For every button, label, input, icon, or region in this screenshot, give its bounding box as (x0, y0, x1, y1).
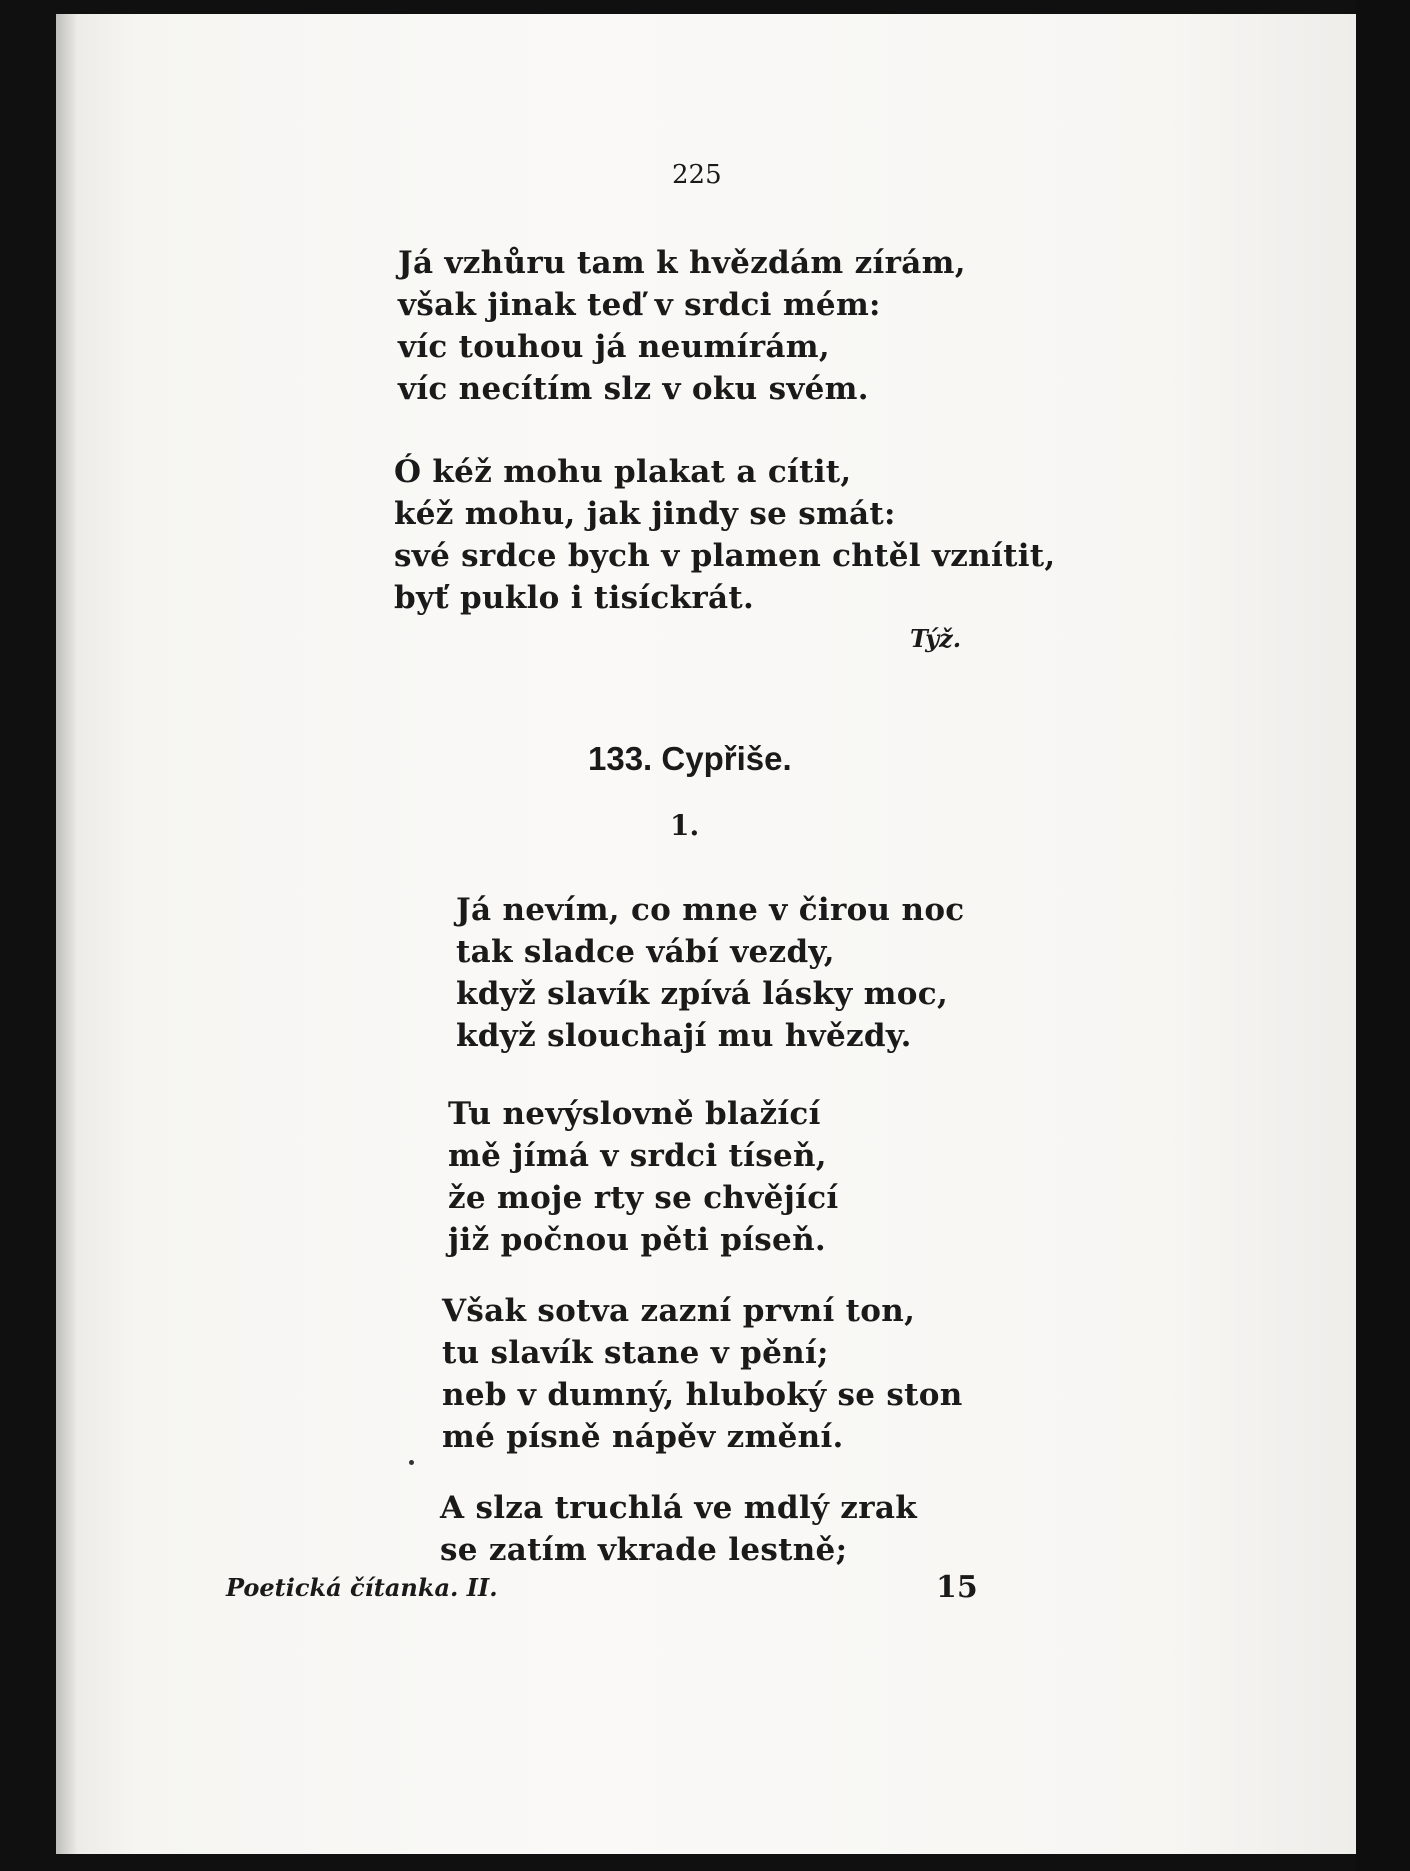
stanza (440, 1487, 917, 1571)
page-number: 225 (672, 160, 722, 190)
stanza (442, 1290, 963, 1458)
stanza (398, 242, 966, 410)
verse-line: že moje rty se chvějící (448, 1180, 839, 1216)
verse-line: tak sladce vábí vezdy, (456, 934, 835, 970)
gutter-shadow (56, 14, 78, 1854)
scan-right-edge (1356, 0, 1410, 1871)
verse-line: Já vzhůru tam k hvězdám zírám, (398, 245, 966, 281)
verse-line: již počnou pěti píseň. (448, 1222, 827, 1258)
verse-line: byť puklo i tisíckrát. (394, 580, 755, 616)
verse-line: své srdce bych v plamen chtěl vznítit, (394, 538, 1056, 574)
stanza (448, 1093, 838, 1261)
ink-speck (409, 1460, 414, 1465)
verse-line: Však sotva zazní první ton, (442, 1293, 916, 1329)
verse-line: A slza truchlá ve mdlý zrak (440, 1490, 918, 1526)
stanza (394, 451, 1056, 619)
verse-line: mé písně nápěv změní. (442, 1419, 844, 1455)
verse-line: mě jímá v srdci tíseň, (448, 1138, 827, 1174)
stanza (456, 889, 964, 1057)
verse-line: víc necítím slz v oku svém. (398, 371, 869, 407)
section-number: 1. (670, 809, 700, 842)
sheet-number: 15 (936, 1570, 978, 1605)
poem-title: 133. Cypřiše. (588, 740, 792, 777)
author-attribution: Týž. (910, 624, 962, 653)
verse-line: Tu nevýslovně blažící (448, 1096, 821, 1132)
verse-line: Ó kéž mohu plakat a cítit, (394, 454, 852, 490)
signature-mark: Poetická čítanka. II. (226, 1573, 498, 1602)
verse-line: víc touhou já neumírám, (398, 329, 830, 365)
verse-line: Já nevím, co mne v čirou noc (456, 892, 965, 928)
verse-line: tu slavík stane v pění; (442, 1335, 829, 1371)
verse-line: když slavík zpívá lásky moc, (456, 976, 949, 1012)
verse-line: kéž mohu, jak jindy se smát: (394, 496, 896, 532)
verse-line: když slouchají mu hvězdy. (456, 1018, 912, 1054)
verse-line: neb v dumný, hluboký se ston (442, 1377, 963, 1413)
verse-line: se zatím vkrade lestně; (440, 1532, 848, 1568)
verse-line: však jinak teď v srdci mém: (398, 287, 881, 323)
